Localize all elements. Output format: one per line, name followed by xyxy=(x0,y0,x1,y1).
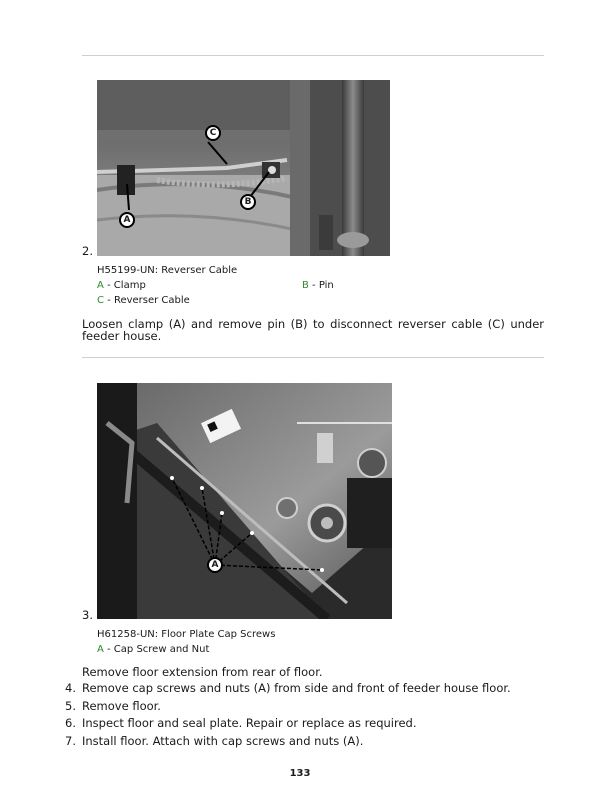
figure-1-caption: H55199-UN: Reverser Cable xyxy=(97,265,238,276)
legend-text: - Cap Screw and Nut xyxy=(103,644,210,655)
legend-text: - Pin xyxy=(308,280,334,291)
step-number: 4. xyxy=(65,681,76,695)
legend-text: - Clamp xyxy=(103,280,146,291)
floor-extension-instruction: Remove floor extension from rear of floor. xyxy=(82,665,323,679)
callout-c: C xyxy=(205,125,221,141)
list-item xyxy=(65,698,511,716)
step-number: 7. xyxy=(65,733,76,748)
legend-item-a xyxy=(97,644,209,655)
legend-key: C xyxy=(97,295,104,306)
procedure-steps xyxy=(65,680,511,750)
callout-b: B xyxy=(240,194,256,210)
figure-2-caption: H61258-UN: Floor Plate Cap Screws xyxy=(97,629,276,640)
legend-item-c xyxy=(97,295,190,306)
list-item xyxy=(65,680,511,698)
top-divider xyxy=(82,55,544,56)
legend-text: - Reverser Cable xyxy=(103,295,190,306)
callout-a: A xyxy=(207,557,223,573)
legend-item-b xyxy=(302,280,334,291)
step-number: 5. xyxy=(65,698,76,713)
legend-key: B xyxy=(302,280,309,291)
step-text: Inspect floor and seal plate. Repair or replace as required. xyxy=(82,716,417,730)
instruction-paragraph: Loosen clamp (A) and remove pin (B) to disconnect reverser cable (C) under feeder house. xyxy=(82,317,544,343)
legend-key: A xyxy=(97,280,104,291)
step-number: 6. xyxy=(65,716,76,730)
step-text: Remove cap screws and nuts (A) from side and front of feeder house floor. xyxy=(82,681,511,695)
figure-2-step-number: 3. xyxy=(82,608,93,622)
legend-item-a xyxy=(97,280,146,291)
callout-a: A xyxy=(119,212,135,228)
list-item xyxy=(65,733,511,751)
floor-plate-photo xyxy=(97,383,392,619)
legend-key: A xyxy=(97,644,104,655)
page-number: 133 xyxy=(289,768,311,779)
step-text: Remove floor. xyxy=(82,698,161,713)
list-item xyxy=(65,715,511,733)
section-divider xyxy=(82,357,544,358)
figure-1-step-number: 2. xyxy=(82,244,93,258)
reverser-cable-photo xyxy=(97,80,390,256)
step-text: Install floor. Attach with cap screws and nuts (A). xyxy=(82,733,364,748)
